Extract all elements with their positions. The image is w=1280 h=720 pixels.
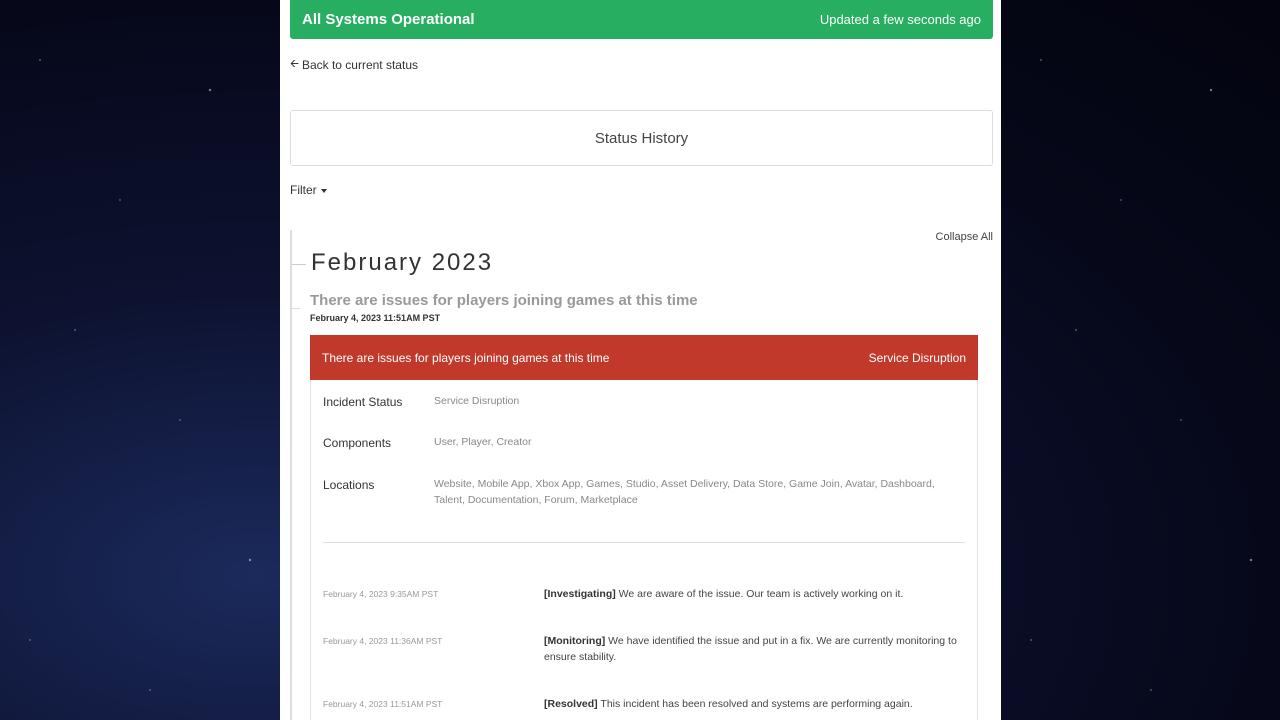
incident-date: February 4, 2023 11:51AM PST <box>310 313 441 323</box>
field-value-components: User, Player, Creator <box>434 436 532 448</box>
status-page <box>280 0 1001 720</box>
incident-title[interactable]: There are issues for players joining games at this time <box>310 292 698 309</box>
starfield-background-left <box>0 0 280 720</box>
system-status-banner <box>290 0 993 39</box>
field-label-incident-status: Incident Status <box>323 395 403 409</box>
card-divider <box>323 542 965 543</box>
filter-label: Filter <box>290 183 317 197</box>
collapse-all-button[interactable]: Collapse All <box>935 231 993 243</box>
back-to-current-status-link[interactable] <box>290 55 418 74</box>
system-status-text: All Systems Operational <box>302 11 475 28</box>
incident-card-title: There are issues for players joining games at this time <box>322 350 610 365</box>
update-tag-monitoring: [Monitoring] <box>544 635 606 647</box>
update-text-investigating <box>544 586 959 602</box>
timeline-line <box>290 230 292 720</box>
field-value-locations: Website, Mobile App, Xbox App, Games, Studio, Asset Delivery, Data Store, Game Join, Avatar, Dashboard, Talent, Documentation, Forum, Marketplace <box>434 478 935 506</box>
month-heading: February 2023 <box>311 249 494 276</box>
update-text-monitoring <box>544 633 959 665</box>
update-body-investigating: We are aware of the issue. Our team is actively working on it. <box>615 588 904 600</box>
last-updated-text: Updated a few seconds ago <box>819 12 981 27</box>
timeline-month-tick <box>292 264 306 265</box>
incident-severity: Service Disruption <box>868 350 966 365</box>
starfield-background-right <box>1001 0 1280 720</box>
incident-card-header[interactable] <box>310 335 978 380</box>
field-label-locations: Locations <box>323 478 375 492</box>
update-text-resolved <box>544 696 959 712</box>
update-time-monitoring: February 4, 2023 11:36AM PST <box>323 636 443 646</box>
arrow-left-icon: 🡨 <box>290 58 299 70</box>
caret-down-icon <box>321 189 327 193</box>
update-body-monitoring: We have identified the issue and put in a fix. We are currently monitoring to ensure stability. <box>544 635 957 663</box>
update-time-investigating: February 4, 2023 9:35AM PST <box>323 589 439 599</box>
back-link-label: Back to current status <box>301 57 418 72</box>
field-value-incident-status: Service Disruption <box>434 395 520 407</box>
status-history-header <box>290 110 993 166</box>
field-label-components: Components <box>323 436 392 450</box>
status-history-title: Status History <box>594 129 689 147</box>
update-body-resolved: This incident has been resolved and systems are performing again. <box>597 698 913 710</box>
incident-card <box>310 335 978 720</box>
update-time-resolved: February 4, 2023 11:51AM PST <box>323 699 443 709</box>
update-tag-investigating: [Investigating] <box>544 588 616 600</box>
timeline-incident-tick <box>292 308 300 309</box>
filter-dropdown[interactable] <box>290 183 327 197</box>
update-tag-resolved: [Resolved] <box>544 698 598 710</box>
